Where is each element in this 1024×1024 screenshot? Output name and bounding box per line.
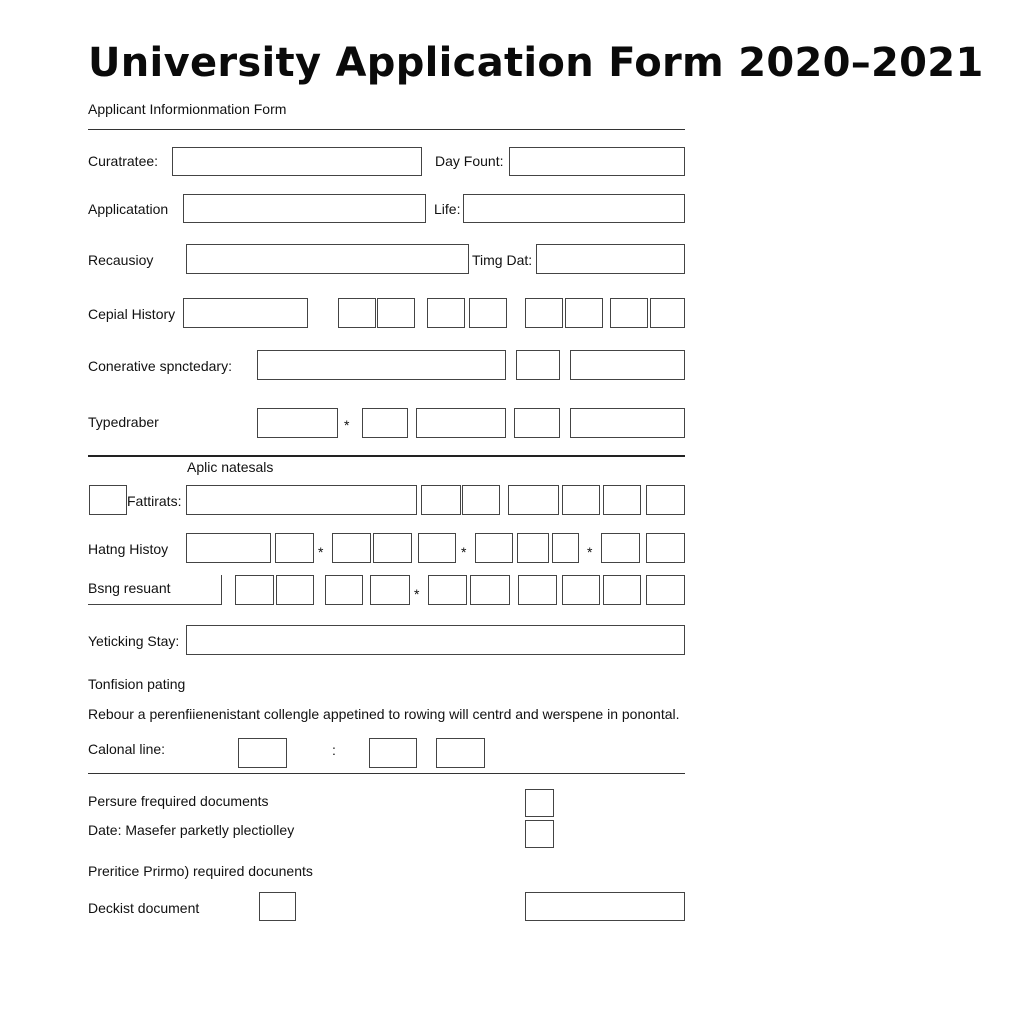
row7-box[interactable] bbox=[462, 485, 500, 515]
row2-label: Applicatation bbox=[88, 201, 169, 217]
row9-label: Bsng resuant bbox=[88, 580, 171, 596]
section3-paragraph: Rebour a perenfiienenistant collengle appetined to rowing will centrd and werspene in ponontal. bbox=[88, 706, 680, 722]
row1-field[interactable] bbox=[172, 147, 422, 176]
section-divider bbox=[88, 773, 685, 774]
row4-digit-box[interactable] bbox=[525, 298, 563, 328]
row6-box[interactable] bbox=[362, 408, 408, 438]
row5-side-field[interactable] bbox=[570, 350, 685, 380]
row8-separator: * bbox=[461, 544, 467, 560]
row6-separator: * bbox=[344, 417, 350, 433]
row4-field[interactable] bbox=[183, 298, 308, 328]
row10-label: Yeticking Stay: bbox=[88, 633, 180, 649]
row8-box[interactable] bbox=[475, 533, 513, 563]
form-title: University Application Form 2020–2021 bbox=[88, 40, 984, 86]
row2-side-field[interactable] bbox=[463, 194, 685, 223]
section3-heading: Tonfision pating bbox=[88, 676, 186, 692]
row3-side-label: Timg Dat: bbox=[472, 252, 533, 268]
row7-field[interactable] bbox=[186, 485, 417, 515]
row7-box[interactable] bbox=[562, 485, 600, 515]
row8-box[interactable] bbox=[332, 533, 371, 563]
row7-box[interactable] bbox=[421, 485, 461, 515]
row2-field[interactable] bbox=[183, 194, 426, 223]
row6-field[interactable] bbox=[257, 408, 338, 438]
row8-separator: * bbox=[318, 544, 324, 560]
row8-box[interactable] bbox=[418, 533, 456, 563]
section2-heading: Aplic natesals bbox=[187, 459, 274, 475]
calonal-box[interactable] bbox=[369, 738, 417, 768]
row9-box[interactable] bbox=[235, 575, 274, 605]
row3-label: Recausioy bbox=[88, 252, 154, 268]
row8-box[interactable] bbox=[275, 533, 314, 563]
row7-box[interactable] bbox=[508, 485, 559, 515]
row8-box[interactable] bbox=[373, 533, 412, 563]
row8-label: Hatng Histoy bbox=[88, 541, 169, 557]
row9-box[interactable] bbox=[562, 575, 600, 605]
form-subtitle: Applicant Informionmation Form bbox=[88, 101, 287, 117]
row7-checkbox[interactable] bbox=[89, 485, 127, 515]
row4-digit-box[interactable] bbox=[427, 298, 465, 328]
divider bbox=[88, 129, 685, 130]
row8-field[interactable] bbox=[186, 533, 271, 563]
row9-box[interactable] bbox=[603, 575, 641, 605]
row8-box[interactable] bbox=[552, 533, 579, 563]
checklist-checkbox[interactable] bbox=[259, 892, 296, 921]
date-checkbox[interactable] bbox=[525, 820, 554, 848]
row9-box[interactable] bbox=[470, 575, 510, 605]
row3-side-field[interactable] bbox=[536, 244, 685, 274]
row5-field[interactable] bbox=[257, 350, 506, 380]
row6-box[interactable] bbox=[570, 408, 685, 438]
row6-box[interactable] bbox=[416, 408, 506, 438]
row6-label: Typedraber bbox=[88, 414, 159, 430]
row4-digit-box[interactable] bbox=[650, 298, 685, 328]
row9-field[interactable] bbox=[88, 575, 222, 605]
calonal-label: Calonal line: bbox=[88, 741, 166, 757]
date-item: Date: Masefer parketly plectiolley bbox=[88, 822, 295, 838]
row4-digit-box[interactable] bbox=[565, 298, 603, 328]
row9-box[interactable] bbox=[428, 575, 467, 605]
primary-docs-item: Preritice Prirmo) required docunents bbox=[88, 863, 313, 879]
section-divider bbox=[88, 455, 685, 457]
row9-box[interactable] bbox=[325, 575, 363, 605]
row4-digit-box[interactable] bbox=[338, 298, 376, 328]
row8-box[interactable] bbox=[517, 533, 549, 563]
checklist-field[interactable] bbox=[525, 892, 685, 921]
row4-digit-box[interactable] bbox=[610, 298, 648, 328]
row8-box[interactable] bbox=[646, 533, 685, 563]
calonal-box[interactable] bbox=[238, 738, 287, 768]
row9-box[interactable] bbox=[646, 575, 685, 605]
row4-digit-box[interactable] bbox=[377, 298, 415, 328]
row9-box[interactable] bbox=[276, 575, 314, 605]
row9-box[interactable] bbox=[518, 575, 557, 605]
row2-side-label: Life: bbox=[434, 201, 461, 217]
row6-box[interactable] bbox=[514, 408, 560, 438]
row8-box[interactable] bbox=[601, 533, 640, 563]
row3-field[interactable] bbox=[186, 244, 469, 274]
calonal-box[interactable] bbox=[436, 738, 485, 768]
row9-box[interactable] bbox=[370, 575, 410, 605]
row7-label: Fattirats: bbox=[127, 493, 182, 509]
row4-digit-box[interactable] bbox=[469, 298, 507, 328]
row7-box[interactable] bbox=[646, 485, 685, 515]
row5-small-box[interactable] bbox=[516, 350, 560, 380]
row1-label: Curatratee: bbox=[88, 153, 159, 169]
required-docs-item: Persure frequired documents bbox=[88, 793, 269, 809]
row8-separator: * bbox=[587, 544, 593, 560]
row5-label: Conerative spnctedary: bbox=[88, 358, 232, 374]
checklist-label: Deckist document bbox=[88, 900, 200, 916]
row10-field[interactable] bbox=[186, 625, 685, 655]
row7-box[interactable] bbox=[603, 485, 641, 515]
calonal-separator: : bbox=[332, 742, 336, 758]
row4-label: Cepial History bbox=[88, 306, 176, 322]
row1-side-label: Day Fount: bbox=[435, 153, 504, 169]
row1-side-field[interactable] bbox=[509, 147, 685, 176]
row9-separator: * bbox=[414, 586, 420, 602]
required-docs-checkbox[interactable] bbox=[525, 789, 554, 817]
